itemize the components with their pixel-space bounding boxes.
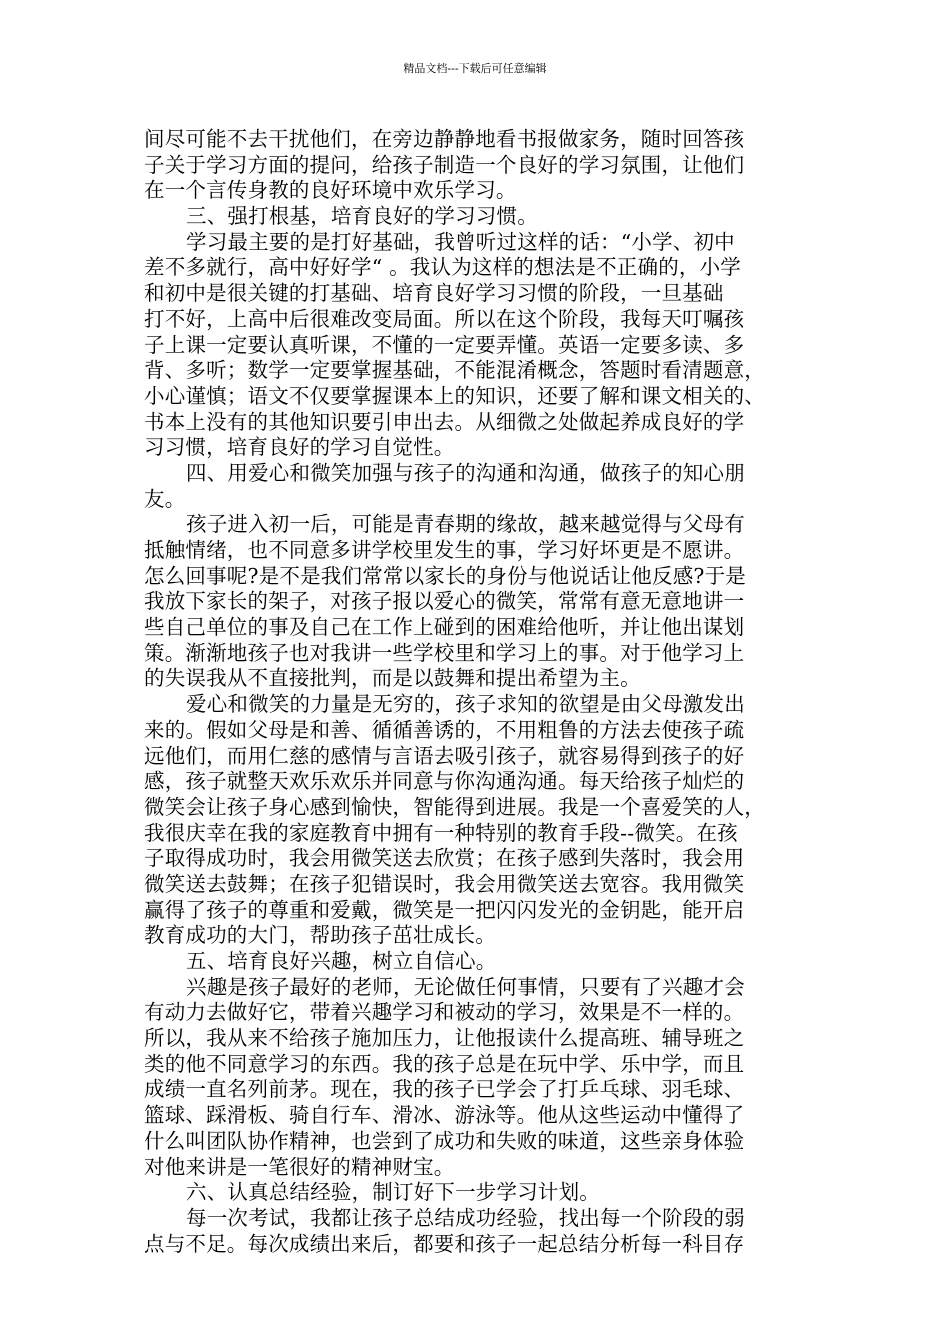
text-line: 对他来讲是一笔很好的精神财宝。 (144, 1154, 455, 1179)
text-line: 微笑送去鼓舞；在孩子犯错误时，我会用微笑送去宽容。我用微笑 (144, 871, 745, 896)
text-line: 学习最主要的是打好基础，我曾听过这样的话：“小学、初中 (186, 229, 735, 254)
text-line: 成绩一直名列前茅。现在，我的孩子已学会了打乒乓球、羽毛球、 (144, 1077, 745, 1102)
text-line: 五、培育良好兴趣，树立自信心。 (186, 949, 497, 973)
text-line: 感，孩子就整天欢乐欢乐并同意与你沟通沟通。每天给孩子灿烂的 (144, 769, 745, 794)
text-line: 书本上没有的其他知识要引申出去。从细微之处做起养成良好的学 (144, 409, 745, 434)
text-line: 每一次考试，我都让孩子总结成功经验，找出每一个阶段的弱 (186, 1205, 745, 1230)
text-line: 远他们，而用仁慈的感情与言语去吸引孩子，就容易得到孩子的好 (144, 743, 745, 768)
page-header: 精品文档---下载后可任意编辑 (403, 62, 547, 75)
text-line: 小心谨慎；语文不仅要掌握课本上的知识，还要了解和课文相关的、 (144, 383, 765, 408)
text-line: 什么叫团队协作精神，也尝到了成功和失败的味道，这些亲身体验 (144, 1128, 745, 1153)
text-line: 差不多就行，高中好好学“ 。我认为这样的想法是不正确的，小学 (144, 255, 741, 280)
text-line: 点与不足。每次成绩出来后，都要和孩子一起总结分析每一科目存 (144, 1231, 745, 1256)
text-line: 友。 (144, 486, 186, 511)
text-line: 些自己单位的事及自己在工作上碰到的困难给他听，并让他出谋划 (144, 615, 745, 640)
text-line: 篮球、踩滑板、骑自行车、滑冰、游泳等。他从这些运动中懂得了 (144, 1103, 745, 1128)
text-line: 在一个言传身教的良好环境中欢乐学习。 (144, 178, 517, 203)
text-line: 教育成功的大门，帮助孩子茁壮成长。 (144, 923, 496, 948)
text-line: 习习惯，培育良好的学习自觉性。 (144, 435, 455, 460)
text-line: 孩子进入初一后，可能是青春期的缘故，越来越觉得与父母有 (186, 512, 745, 537)
text-line: 怎么回事呢?是不是我们常常以家长的身份与他说话让他反感?于是 (144, 563, 746, 588)
text-line: 所以，我从来不给孩子施加压力，让他报读什么提高班、辅导班之 (144, 1026, 745, 1051)
text-line: 有动力去做好它，带着兴趣学习和被动的学习，效果是不一样的。 (144, 1000, 745, 1025)
text-line: 的失误我从不直接批判，而是以鼓舞和提出希望为主。 (144, 666, 641, 691)
text-line: 打不好，上高中后很难改变局面。所以在这个阶段，我每天叮嘱孩 (144, 306, 745, 331)
text-line: 兴趣是孩子最好的老师，无论做任何事情，只要有了兴趣才会 (186, 974, 745, 999)
text-line: 背、多听；数学一定要掌握基础，不能混淆概念，答题时看清题意， (144, 358, 765, 383)
text-line: 我很庆幸在我的家庭教育中拥有一种特别的教育手段--微笑。在孩 (144, 820, 738, 845)
text-line: 微笑会让孩子身心感到愉快，智能得到进展。我是一个喜爱笑的人， (144, 794, 765, 819)
text-line: 子关于学习方面的提问，给孩子制造一个良好的学习氛围，让他们 (144, 152, 745, 177)
text-line: 我放下家长的架子，对孩子报以爱心的微笑，常常有意无意地讲一 (144, 589, 745, 614)
text-line: 四、用爱心和微笑加强与孩子的沟通和沟通，做孩子的知心朋 (186, 460, 745, 485)
text-line: 赢得了孩子的尊重和爱戴，微笑是一把闪闪发光的金钥匙，能开启 (144, 897, 745, 922)
text-line: 三、强打根基，培育良好的学习习惯。 (186, 204, 538, 229)
text-line: 子上课一定要认真听课，不懂的一定要弄懂。英语一定要多读、多 (144, 332, 745, 357)
document-body (144, 127, 808, 1257)
text-line: 抵触情绪，也不同意多讲学校里发生的事，学习好坏更是不愿讲。 (144, 538, 745, 562)
text-line: 来的。假如父母是和善、循循善诱的，不用粗鲁的方法去使孩子疏 (144, 717, 745, 742)
text-line: 类的他不同意学习的东西。我的孩子总是在玩中学、乐中学，而且 (144, 1051, 745, 1076)
text-line: 间尽可能不去干扰他们，在旁边静静地看书报做家务，随时回答孩 (144, 127, 745, 151)
text-line: 爱心和微笑的力量是无穷的，孩子求知的欲望是由父母激发出 (186, 692, 745, 717)
text-line: 子取得成功时，我会用微笑送去欣赏；在孩子感到失落时，我会用 (144, 846, 745, 871)
text-line: 策。渐渐地孩子也对我讲一些学校里和学习上的事。对于他学习上 (144, 640, 745, 665)
text-line: 六、认真总结经验，制订好下一步学习计划。 (186, 1180, 600, 1205)
text-line: 和初中是很关键的打基础、培育良好学习习惯的阶段，一旦基础 (144, 281, 724, 306)
